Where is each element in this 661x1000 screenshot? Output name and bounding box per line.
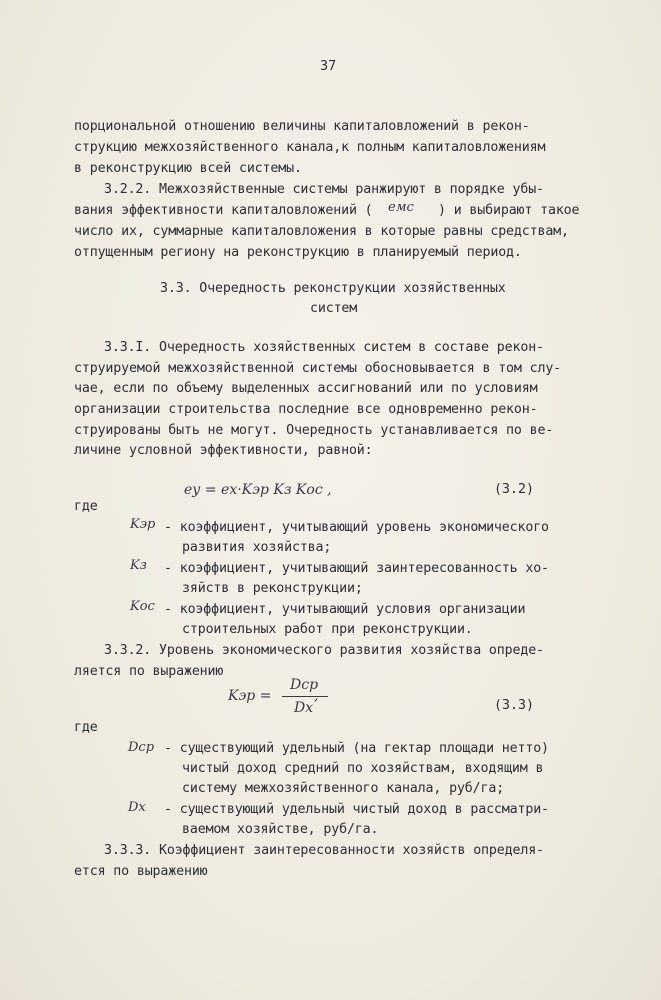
formula-3-3-lhs: Kэр = bbox=[228, 688, 272, 704]
section-heading-cont: систем bbox=[310, 301, 358, 316]
text-line: струированы быть не могут. Очередность устанавливается по ве- bbox=[74, 423, 554, 438]
where-label: где bbox=[74, 499, 98, 514]
section-heading: 3.3. Очередность реконструкции хозяйственных bbox=[160, 281, 506, 296]
formula-3-3-comma: , bbox=[314, 688, 319, 704]
def-text: - существующий удельный (на гектар площади нетто) bbox=[164, 741, 549, 756]
def-symbol: Kэр bbox=[130, 517, 156, 532]
formula-3-2: eу = eх·Kэр Kз Kос , bbox=[184, 482, 332, 498]
text-line: организации строительства последние все одновременно рекон- bbox=[74, 402, 538, 417]
inline-symbol-emc: eмс bbox=[388, 200, 414, 215]
def-text: - коэффициент, учитывающий заинтересованность хо- bbox=[164, 561, 549, 576]
def-text: ваемом хозяйстве, руб/га. bbox=[182, 822, 379, 837]
text-line: 3.3.2. Уровень экономического развития хозяйства опреде- bbox=[104, 643, 544, 658]
def-symbol: Dср bbox=[128, 740, 155, 755]
page-number: 37 bbox=[320, 58, 337, 74]
text-line: 3.3.I. Очередность хозяйственных систем в составе рекон- bbox=[104, 340, 544, 355]
def-text: систему межхозяйственного канала, руб/га; bbox=[182, 781, 505, 796]
text-line: отпущенным региону на реконструкцию в планируемый период. bbox=[74, 245, 522, 260]
formula-3-3-denominator: Dх bbox=[294, 700, 314, 716]
def-symbol: Kос bbox=[130, 599, 155, 614]
text-line: личине условной эффективности, равной: bbox=[74, 443, 373, 458]
text-line: ) и выбирают такое bbox=[438, 203, 580, 218]
equation-number: (3.2) bbox=[494, 482, 535, 497]
def-text: развития хозяйства; bbox=[182, 540, 332, 555]
text-line: ляется по выражению bbox=[74, 664, 224, 679]
text-line: струируемой межхозяйственной системы обосновывается в том слу- bbox=[74, 361, 562, 376]
text-line: в реконструкцию всей системы. bbox=[74, 161, 302, 176]
fraction-bar bbox=[282, 696, 328, 697]
def-symbol: Dх bbox=[128, 800, 146, 815]
def-text: чистый доход средний по хозяйствам, входящим в bbox=[182, 761, 544, 776]
equation-number: (3.3) bbox=[494, 698, 535, 713]
text-line: чае, если по объему выделенных ассигнований или по условиям bbox=[74, 381, 538, 396]
def-symbol: Kз bbox=[130, 558, 147, 573]
text-line: вания эффективности капиталовложений ( bbox=[74, 203, 373, 218]
text-line: струкцию межхозяйственного канала,к полным капиталовложениям bbox=[74, 140, 546, 155]
text-line: порциональной отношению величины капиталовложений в рекон- bbox=[74, 119, 530, 134]
def-text: зяйств в реконструкции; bbox=[182, 581, 363, 596]
text-line: 3.2.2. Межхозяйственные системы ранжируют в порядке убы- bbox=[104, 182, 544, 197]
def-text: строительных работ при реконструкции. bbox=[182, 622, 473, 637]
def-text: - коэффициент, учитывающий условия организации bbox=[164, 602, 526, 617]
where-label: где bbox=[74, 720, 98, 735]
formula-3-3-numerator: Dср bbox=[290, 677, 319, 693]
text-line: число их, суммарные капиталовложения в которые равны средствам, bbox=[74, 224, 569, 239]
text-line: 3.3.3. Коэффициент заинтересованности хозяйств определя- bbox=[104, 843, 544, 858]
def-text: - существующий удельный чистый доход в рассматри- bbox=[164, 802, 549, 817]
text-line: ется по выражению bbox=[74, 864, 208, 879]
def-text: - коэффициент, учитывающий уровень экономического bbox=[164, 520, 549, 535]
